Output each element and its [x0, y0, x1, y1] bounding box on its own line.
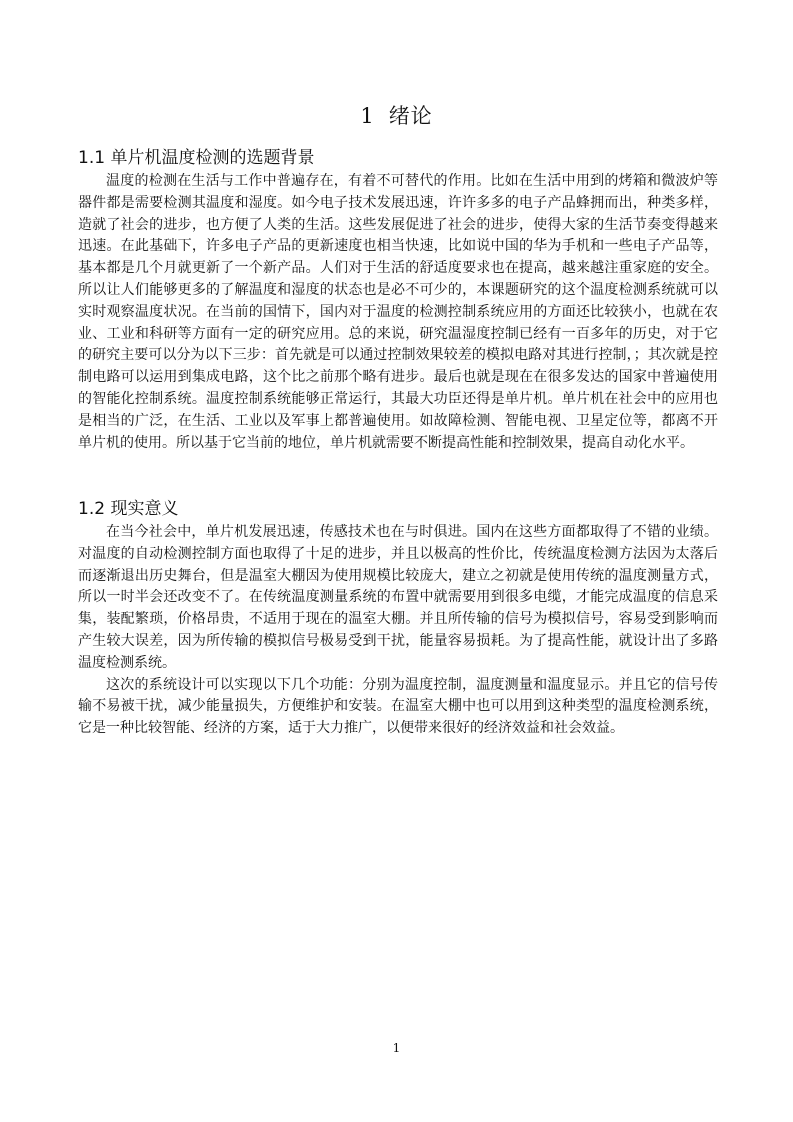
- paragraph: 在当今社会中，单片机发展迅速，传感技术也在与时俱进。国内在这些方面都取得了不错的业绩。对温度的自动检测控制方面也取得了十足的进步，并且以极高的性价比，传统温度检测方法因为太落后而逐渐退出历史舞台，但是温室大棚因为使用规模比较庞大，建立之初就是使用传统的温度测量方式，所以一时半会还改变不了。在传统温度测量系统的布置中就需要用到很多电缆，才能完成温度的信息采集，装配繁琐，价格昂贵，不适用于现在的温室大棚。并且所传输的信号为模拟信号，容易受到影响而产生较大误差，因为所传输的模拟信号极易受到干扰，能量容易损耗。为了提高性能，就设计出了多路温度检测系统。: [78, 524, 718, 671]
- section-background: [78, 145, 718, 454]
- section-significance: [78, 496, 718, 740]
- section-heading-1-1: 1.1 单片机温度检测的选题背景: [78, 148, 315, 168]
- paragraph: 温度的检测在生活与工作中普遍存在，有着不可替代的作用。比如在生活中用到的烤箱和微波炉等器件都是需要检测其温度和湿度。如今电子技术发展迅速，许许多多的电子产品蜂拥而出，种类多样，造就了社会的进步，也方便了人类的生活。这些发展促进了社会的进步，使得大家的生活节奏变得越来迅速。在此基础下，许多电子产品的更新速度也相当快速，比如说中国的华为手机和一些电子产品等，基本都是几个月就更新了一个新产品。人们对于生活的舒适度要求也在提高，越来越注重家庭的安全。所以让人们能够更多的了解温度和湿度的状态也是必不可少的，本课题研究的这个温度检测系统就可以实时观察温度状况。在当前的国情下，国内对于温度的检测控制系统应用的方面还比较狭小，也就在农业、工业和科研等方面有一定的研究应用。总的来说，研究温湿度控制已经有一百多年的历史，对于它的研究主要可以分为以下三步：首先就是可以通过控制效果较差的模拟电路对其进行控制，；其次就是控制电路可以运用到集成电路，这个比之前那个略有进步。最后也就是现在在很多发达的国家中普遍使用的智能化控制系统。温度控制系统能够正常运行，其最大功臣还得是单片机。单片机在社会中的应用也是相当的广泛，在生活、工业以及军事上都普遍使用。如故障检测、智能电视、卫星定位等，都离不开单片机的使用。所以基于它当前的地位，单片机就需要不断提高性能和控制效果，提高自动化水平。: [78, 173, 718, 451]
- chapter-title: [0, 100, 793, 130]
- chapter-title-text: 绪论: [388, 104, 433, 128]
- page-number: 1: [392, 1041, 401, 1055]
- paragraph: 这次的系统设计可以实现以下几个功能：分别为温度控制，温度测量和温度显示。并且它的信号传输不易被干扰，减少能量损失，方便维护和安装。在温室大棚中也可以用到这种类型的温度检测系统，它是一种比较智能、经济的方案，适于大力推广，以便带来很好的经济效益和社会效益。: [78, 676, 718, 737]
- chapter-number: 1: [360, 104, 375, 128]
- section-heading-1-2: 1.2 现实意义: [78, 499, 179, 519]
